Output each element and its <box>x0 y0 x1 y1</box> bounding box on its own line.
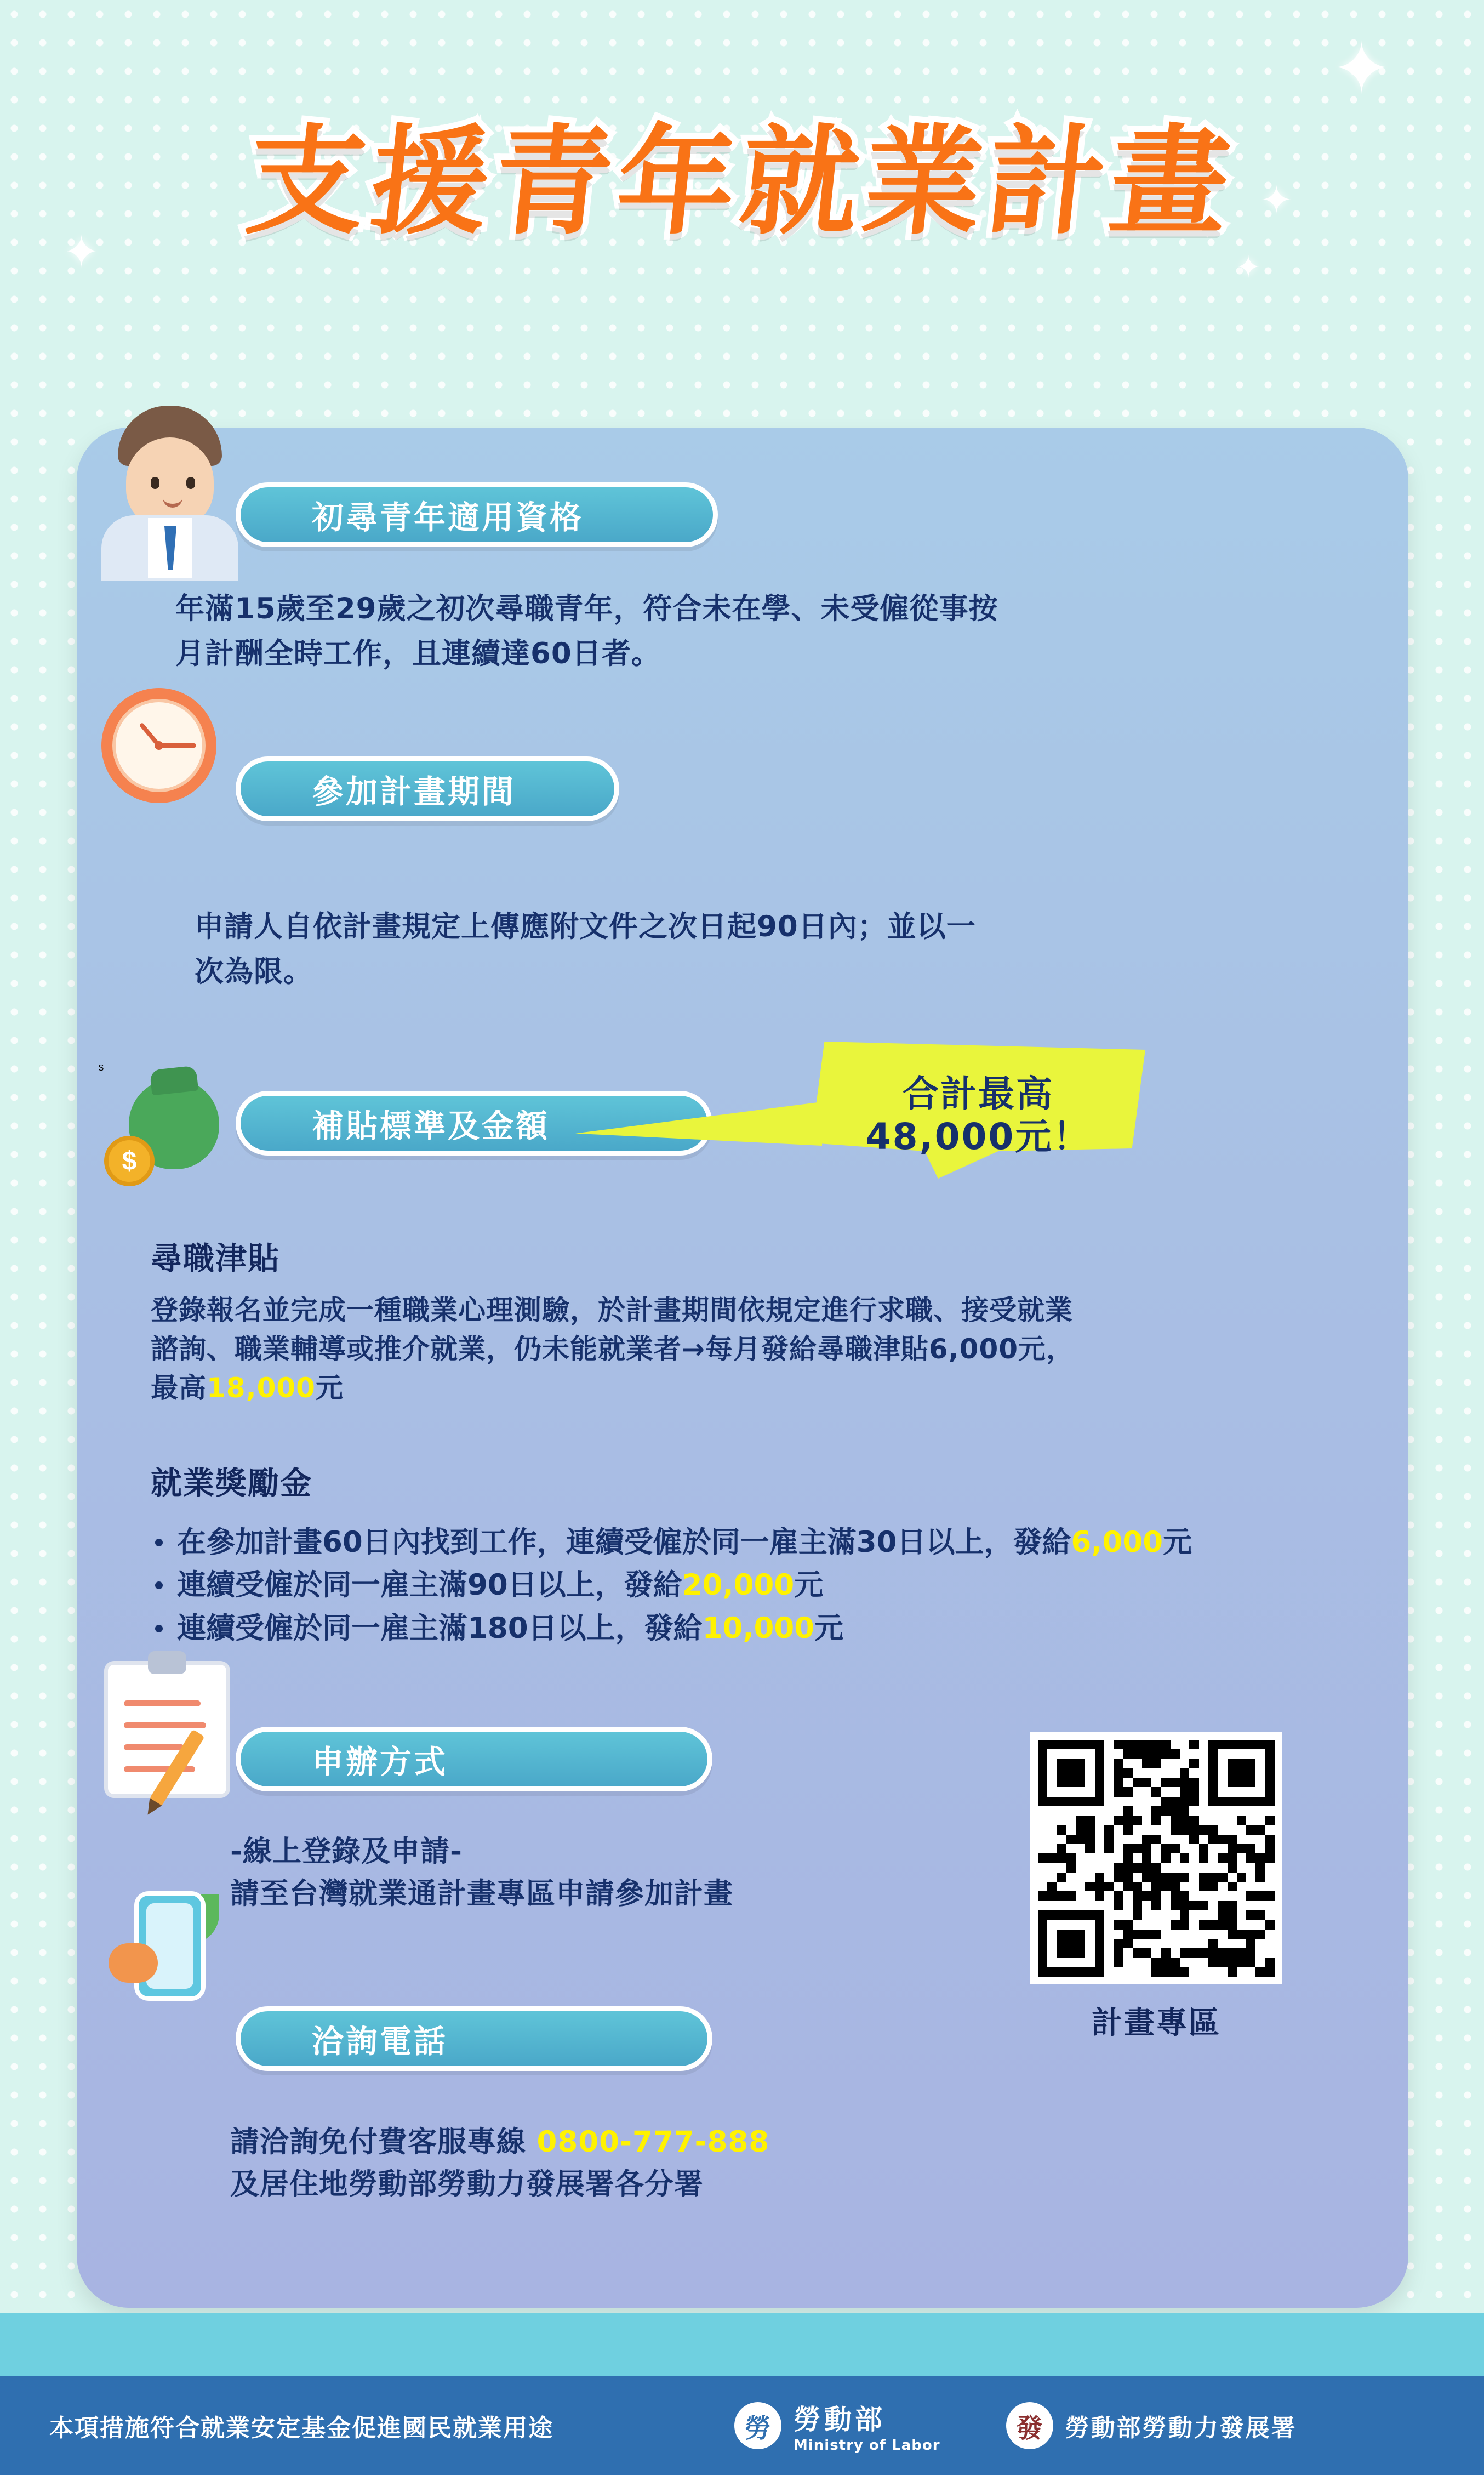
list-item: 連續受僱於同一雇主滿180日以上，發給10,000元 <box>151 1607 1329 1650</box>
section-heading-contact: 洽詢電話 <box>236 2006 712 2071</box>
list-item: 連續受僱於同一雇主滿90日以上，發給20,000元 <box>151 1564 1329 1607</box>
section-heading-eligibility: 初尋青年適用資格 <box>236 482 718 547</box>
contact-branch-text: 及居住地勞動部勞動力發展署各分署 <box>230 2167 704 2201</box>
hotline-number: 0800-777-888 <box>536 2125 770 2159</box>
wda-logo-mark: 發 <box>1006 2402 1053 2449</box>
callout-line-2: 48,000元！ <box>865 1116 1091 1158</box>
ministry-logo-title: 勞動部 <box>794 2404 886 2436</box>
wda-logo <box>1006 2402 1297 2449</box>
footer-note: 本項措施符合就業安定基金促進國民就業用途 <box>49 2414 553 2442</box>
title-area <box>0 88 1484 257</box>
clock-icon <box>101 688 216 803</box>
footer-accent-strip <box>0 2313 1484 2376</box>
section-heading-period: 參加計畫期間 <box>236 756 619 821</box>
ministry-of-labor-logo <box>734 2398 940 2454</box>
section-heading-subsidy: 補貼標準及金額 <box>236 1091 712 1156</box>
youth-avatar-icon <box>96 406 244 570</box>
sparkle-icon: ✦ <box>1260 179 1293 221</box>
sparkle-icon: ✦ <box>1236 250 1262 284</box>
ministry-logo-mark: 勞 <box>734 2402 781 2449</box>
callout-line-1: 合計最高 <box>903 1073 1054 1115</box>
apply-text: -線上登錄及申請- 請至台灣就業通計畫專區申請參加計畫 <box>230 1835 733 1910</box>
allowance-max-prefix: 最高 <box>151 1372 207 1404</box>
phone-icon <box>104 1886 230 2012</box>
footer <box>0 2376 1484 2475</box>
page-title: 支援青年就業計畫 <box>240 113 1242 251</box>
max-amount-callout <box>811 1042 1145 1179</box>
money-bag-icon: $ $ <box>99 1063 236 1190</box>
wda-logo-text: 勞動部勞動力發展署 <box>1065 2414 1297 2442</box>
subhead-job-seeking-allowance: 尋職津貼 <box>151 1241 280 1277</box>
qr-code-image[interactable] <box>1030 1732 1282 1984</box>
sparkle-icon: ✦ <box>63 227 100 276</box>
hotline-prefix: 請洽詢免付費客服專線 <box>230 2125 526 2159</box>
subhead-employment-bonus: 就業獎勵金 <box>151 1465 312 1501</box>
ministry-logo-subtitle: Ministry of Labor <box>794 2437 940 2454</box>
allowance-max-value: 18,000 <box>207 1372 316 1404</box>
clipboard-icon <box>104 1661 230 1798</box>
section-heading-apply: 申辦方式 <box>236 1727 712 1791</box>
contact-text <box>230 2121 1162 2206</box>
qr-code-block[interactable] <box>1030 1732 1282 2042</box>
employment-bonus-list <box>151 1521 1329 1650</box>
period-text: 申請人自依計畫規定上傳應附文件之次日起90日內；並以一 次為限。 <box>195 910 976 989</box>
eligibility-text: 年滿15歲至29歲之初次尋職青年，符合未在學、未受僱從事按 月計酬全時工作，且連續達60日者。 <box>175 592 998 671</box>
list-item: 在參加計畫60日內找到工作，連續受僱於同一雇主滿30日以上，發給6,000元 <box>151 1521 1329 1564</box>
sparkle-icon: ✦ <box>1332 29 1391 109</box>
qr-code-label: 計畫專區 <box>1092 2005 1221 2041</box>
allowance-max-unit: 元 <box>315 1372 344 1404</box>
job-seeking-allowance-text: 登錄報名並完成一種職業心理測驗，於計畫期間依規定進行求職、接受就業 諮詢、職業輔導或推介就業，仍未能就業者→每月發給尋職津貼6,000元， 最高18,000元 <box>151 1294 1075 1404</box>
